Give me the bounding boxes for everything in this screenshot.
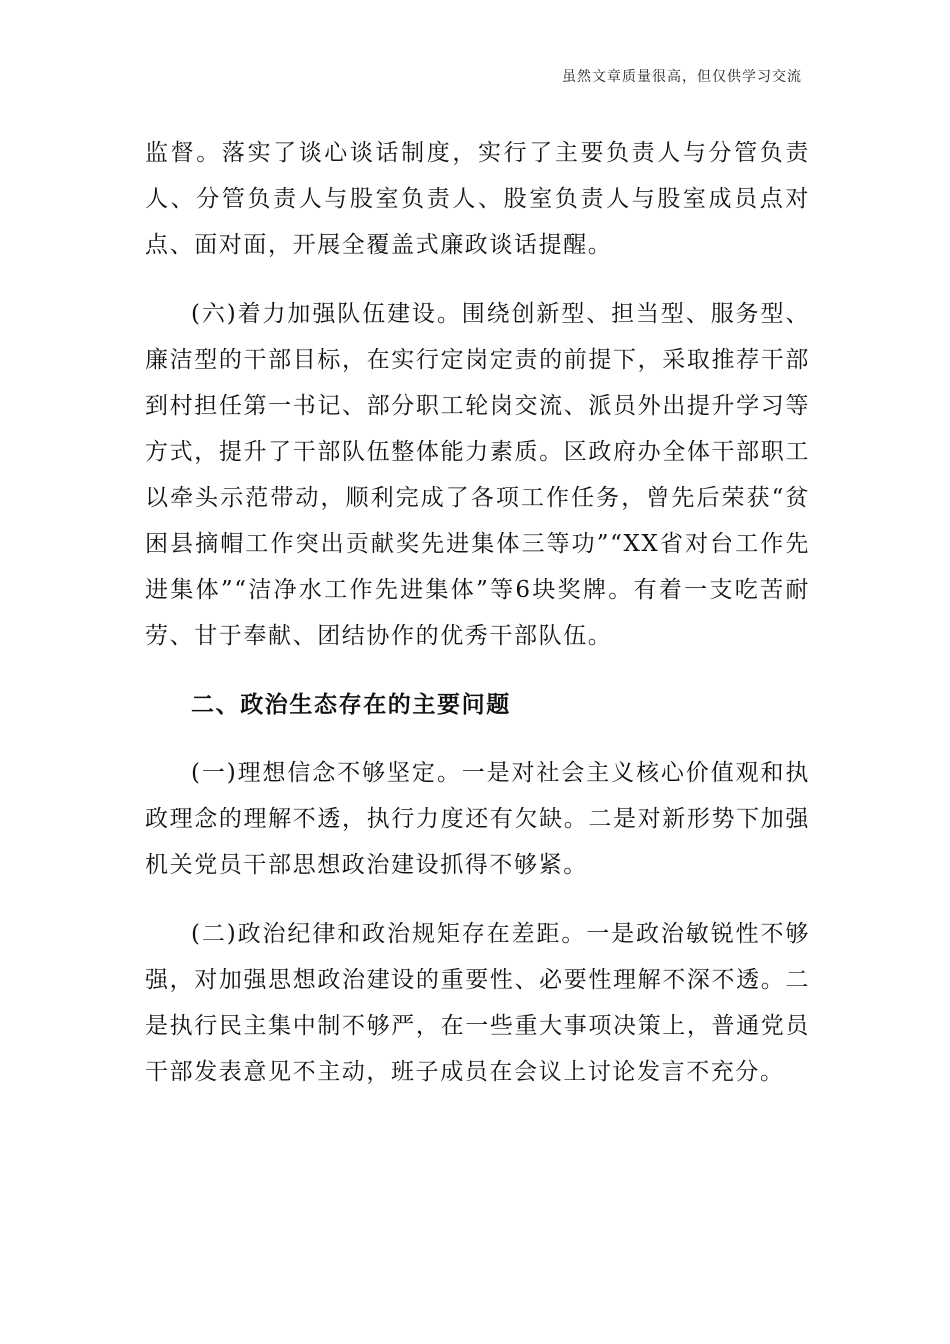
header-note: 虽然文章质量很高，但仅供学习交流 <box>562 69 802 85</box>
document-body <box>145 130 810 1118</box>
paragraph-continued-supervision: 监督。落实了谈心谈话制度，实行了主要负责人与分管负责人、分管负责人与股室负责人、股室负责人与股室成员点对点、面对面，开展全覆盖式廉政谈话提醒。 <box>145 140 810 258</box>
paragraph-team-building: (六)着力加强队伍建设。围绕创新型、担当型、服务型、廉洁型的干部目标，在实行定岗定责的前提下，采取推荐干部到村担任第一书记、部分职工轮岗交流、派员外出提升学习等方式，提升了干部队伍整体能力素质。区政府办全体干部职工以牵头示范带动，顺利完成了各项工作任务，曾先后荣获“贫困县摘帽工作突出贡献奖先进集体三等功”“XX省对台工作先进集体”“洁净水工作先进集体”等6块奖牌。有着一支吃苦耐劳、甘于奉献、团结协作的优秀干部队伍。 <box>145 301 810 649</box>
section-heading: 二、政治生态存在的主要问题 <box>191 691 511 718</box>
paragraph-ideals-beliefs: (一)理想信念不够坚定。一是对社会主义核心价值观和执政理念的理解不透，执行力度还有欠缺。二是对新形势下加强机关党员干部思想政治建设抓得不够紧。 <box>145 760 810 878</box>
paragraph-political-discipline: (二)政治纪律和政治规矩存在差距。一是政治敏锐性不够强，对加强思想政治建设的重要性、必要性理解不深不透。二是执行民主集中制不够严，在一些重大事项决策上，普通党员干部发表意见不主动，班子成员在会议上讨论发言不充分。 <box>145 921 810 1085</box>
